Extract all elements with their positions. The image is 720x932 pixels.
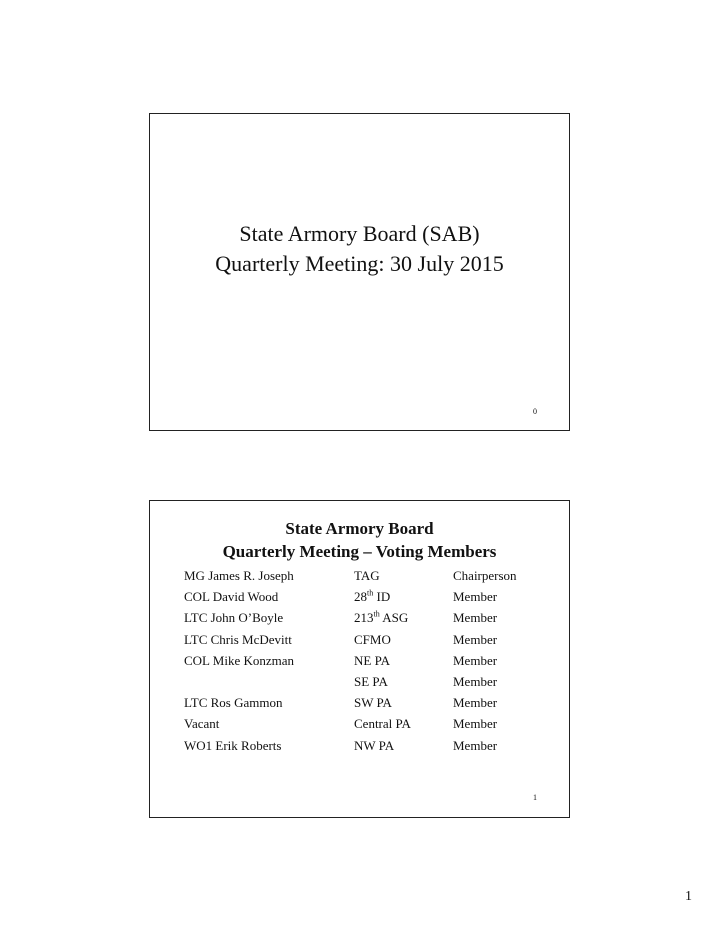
member-row [184,565,554,586]
slide-1-title-line-2: Quarterly Meeting – Voting Members [222,542,497,561]
member-row [184,735,554,756]
member-role: Member [453,631,498,647]
member-role: Member [453,652,498,668]
member-unit [354,650,390,671]
member-unit-text: Central PA [354,716,411,732]
member-name: MG James R. Joseph [184,568,294,583]
member-role: Member [453,610,498,626]
slide-0-number: 0 [533,407,537,416]
member-unit [354,586,390,607]
member-role: Member [453,589,498,605]
slide-0-title [150,219,569,279]
member-role: Member [453,716,498,732]
member-row [184,692,554,713]
slide-1-title-line-1: State Armory Board [285,519,434,538]
member-name: LTC Chris McDevitt [184,631,292,647]
member-unit [354,565,380,586]
member-name: WO1 Erik Roberts [184,737,282,753]
member-role: Member [453,737,498,753]
voting-members-list [184,565,554,756]
member-row [184,586,554,607]
slide-0 [149,113,570,431]
member-row [184,671,554,692]
slide-0-title-line-2: Quarterly Meeting: 30 July 2015 [215,251,504,276]
member-unit-superscript: th [373,610,380,620]
member-unit-text: NW PA [354,737,395,753]
member-unit-text: 28 [354,589,367,605]
member-role: Chairperson [453,568,517,583]
member-unit-text: SE PA [354,673,388,689]
member-unit-suffix: ID [373,589,391,605]
member-name: COL David Wood [184,589,279,605]
member-unit-suffix: ASG [379,610,409,626]
member-name: LTC Ros Gammon [184,695,283,711]
member-name: Vacant [184,716,220,732]
member-row [184,629,554,650]
member-unit-text: TAG [354,568,380,583]
member-unit-text: SW PA [354,695,392,711]
slide-0-title-line-1: State Armory Board (SAB) [239,221,480,246]
member-unit [354,629,391,650]
member-unit-text: 213 [354,610,374,626]
member-name: COL Mike Konzman [184,652,294,668]
member-row [184,650,554,671]
member-unit-superscript: th [367,588,374,598]
member-role: Member [453,673,498,689]
member-unit-text: CFMO [354,631,391,647]
slide-1 [149,500,570,818]
member-row [184,713,554,734]
member-row [184,607,554,628]
member-unit [354,735,394,756]
member-unit [354,692,392,713]
member-role: Member [453,695,498,711]
member-unit [354,671,388,692]
member-unit-text: NE PA [354,652,391,668]
page-number: 1 [685,889,692,904]
slide-1-title [150,517,569,563]
slide-1-number: 1 [533,793,537,802]
member-unit [354,607,408,628]
member-unit [354,713,411,734]
member-name: LTC John O’Boyle [184,610,284,626]
